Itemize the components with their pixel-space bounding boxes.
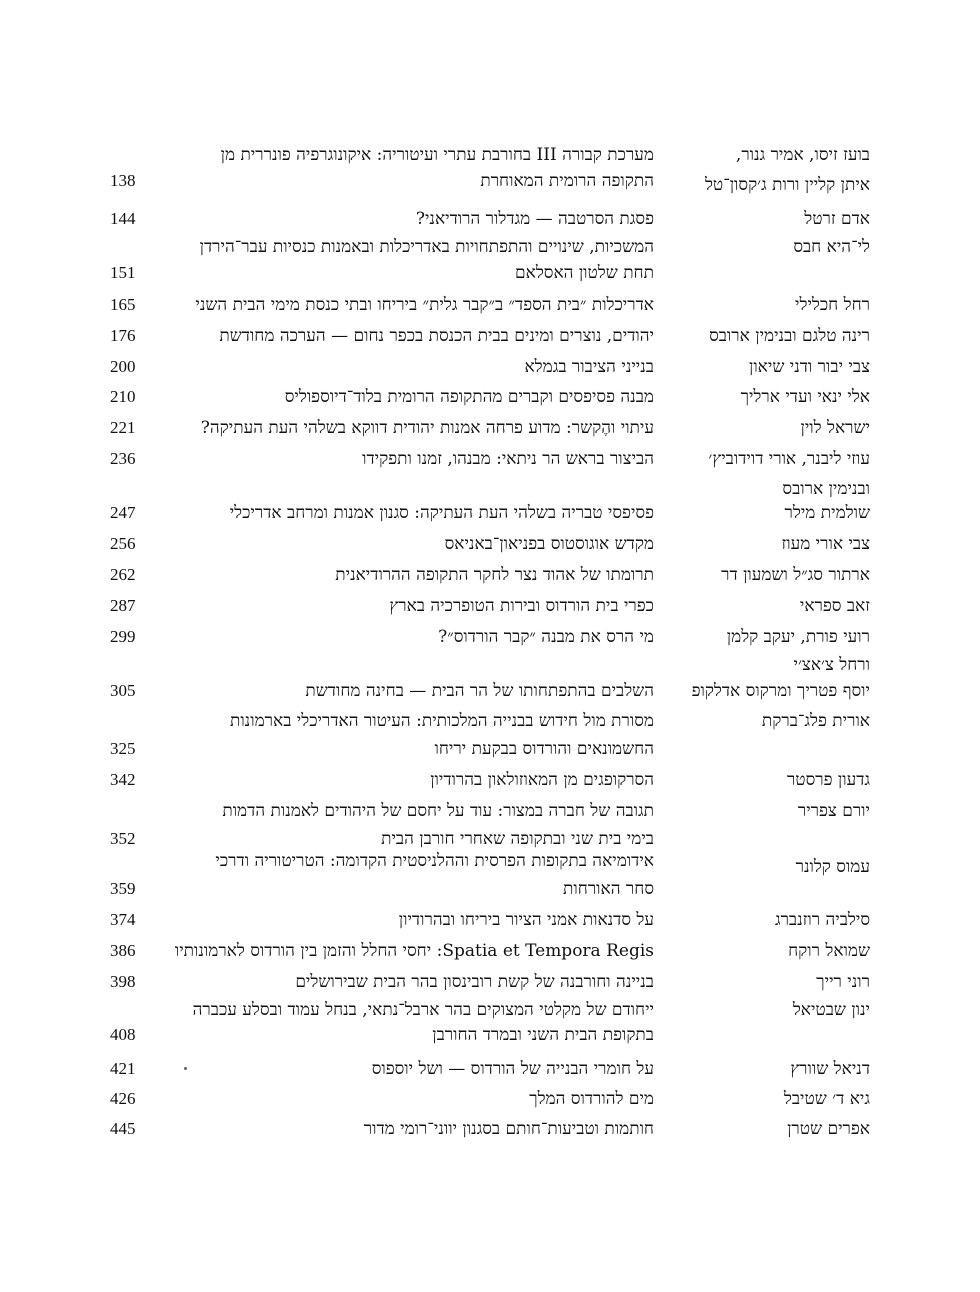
title-line: בניינה וחורבנה של קשת רובינסון בהר הבית שבירושלים <box>295 972 654 992</box>
title-line: פסגת הסרטבה — מגדלור הרודיאני? <box>415 209 654 229</box>
author-line: יורם צפריר <box>797 801 870 821</box>
page-number: 151 <box>110 263 136 282</box>
title-line: אידומיאה בתקופות הפרסית וההלניסטית הקדומה: הטריטוריה ודרכי <box>215 851 654 871</box>
author-line: איתן קליין ורות ג׳קסון־טל <box>704 175 870 195</box>
title-line: כפרי בית הורדוס ובירות הטופרכיה בארץ <box>389 596 654 616</box>
page-number: 256 <box>110 534 136 553</box>
page-number: 386 <box>110 941 136 960</box>
title-line: פסיפסי טבריה בשלהי העת העתיקה: סגנון אמנות ומרחב אדריכלי <box>229 503 654 523</box>
title-line: מי הרס את מבנה ״קבר הורדוס״? <box>438 627 654 647</box>
title-line: השלבים בהתפתחותו של הר הבית — בחינה מחודשת <box>305 681 654 701</box>
page-number: 421 <box>110 1059 136 1078</box>
author-line: גיא ד׳ שטיבל <box>783 1089 870 1109</box>
page-number: 287 <box>110 596 136 615</box>
title-line: הסרקופגים מן המאוזולאון בהרודיון <box>430 770 654 790</box>
page-number: 342 <box>110 770 136 789</box>
author-line: בועז זיסו, אמיר גנור, <box>735 145 870 165</box>
author-line: רינה טלגם ובנימין ארובס <box>709 326 870 346</box>
page-number: 445 <box>110 1119 136 1138</box>
title-line: מערכת קבורה III בחורבת עתרי ועיטוריה: איקונוגרפיה פונררית מן <box>220 145 654 165</box>
title-line: על סדנאות אמני הציור ביריחו ובהרודיון <box>398 910 654 930</box>
author-line: ארתור סג״ל ושמעון דר <box>721 565 870 585</box>
title-line: תחת שלטון האסלאם <box>515 263 654 283</box>
title-line: בנייני הציבור בגמלא <box>524 357 654 377</box>
title-line: תרומתו של אהוד נצר לחקר התקופה ההרודיאנית <box>335 565 654 585</box>
title-line: החשמונאים והורדוס בבקעת יריחו <box>434 739 654 759</box>
title-line: אדריכלות ״בית הספד״ ב״קבר גלית״ ביריחו ובתי כנסת מימי הבית השני <box>195 295 654 315</box>
author-line: אלי ינאי ועדי ארליך <box>740 387 870 407</box>
author-line: רוני רייך <box>816 972 870 992</box>
author-line: ורחל צ׳אצ׳י <box>793 655 870 675</box>
page-number: 236 <box>110 449 136 468</box>
title-line: מסורת מול חידוש בבנייה המלכותית: העיטור האדריכלי בארמונות <box>229 711 654 731</box>
page-number: 138 <box>110 171 136 190</box>
page-number: 426 <box>110 1089 136 1108</box>
title-line: התקופה הרומית המאוחרת <box>480 171 654 191</box>
title-line: סחר האורחות <box>563 879 654 899</box>
author-line: גדעון פרסטר <box>786 770 870 790</box>
title-line: על חומרי הבנייה של הורדוס — ושל יוספוס <box>371 1059 654 1079</box>
page-number: 262 <box>110 565 136 584</box>
page-number: 165 <box>110 295 136 314</box>
page-number: 176 <box>110 326 136 345</box>
title-line: המשכיות, שינויים והתפתחויות באדריכלות ובאמנות כנסיות עבר־הירדן <box>199 237 654 257</box>
title-line: חותמות וטביעות־חותם בסגנון יווני־רומי מדור <box>363 1119 654 1139</box>
author-line: עמוס קלונר <box>795 857 870 877</box>
author-line: סילביה רוזנברג <box>774 910 870 930</box>
author-line: ובנימין ארובס <box>782 479 870 499</box>
page-number: 325 <box>110 739 136 758</box>
author-line: לי־היא חבס <box>793 237 870 257</box>
page-number: 359 <box>110 879 136 898</box>
author-line: צבי אורי מעוז <box>781 534 870 554</box>
author-line: רועי פורת, יעקב קלמן <box>726 627 870 647</box>
author-line: ינון שבטיאל <box>792 1000 870 1020</box>
title-line: בתקופת הבית השני ובמרד החורבן <box>432 1025 654 1045</box>
author-line: זאב ספראי <box>799 596 870 616</box>
page-number: 200 <box>110 357 136 376</box>
title-line: הביצור בראש הר ניתאי: מבנהו, זמנו ותפקידו <box>362 449 654 469</box>
title-line: עיתוי והֶקשר: מדוע פרחה אמנות יהודית דווקא בשלהי העת העתיקה? <box>200 418 654 438</box>
title-line: בימי בית שני ובתקופה שאחרי חורבן הבית <box>381 829 654 849</box>
author-line: עוזי ליבנר, אורי דוידוביץ׳ <box>708 449 870 469</box>
page-number: 398 <box>110 972 136 991</box>
author-line: שמואל רוקח <box>788 941 870 961</box>
page-number: 305 <box>110 681 136 700</box>
page-number: 352 <box>110 829 136 848</box>
title-line: יהודים, נוצרים ומינים בבית הכנסת בכפר נחום — הערכה מחודשת <box>219 326 654 346</box>
page-number: 221 <box>110 418 136 437</box>
author-line: אפרים שטרן <box>787 1119 870 1139</box>
author-line: דניאל שוורץ <box>790 1059 870 1079</box>
title-line: מבנה פסיפסים וקברים מהתקופה הרומית בלוד־דיוספוליס <box>284 387 654 407</box>
author-line: אדם זרטל <box>804 209 870 229</box>
title-line: מים להורדוס המלך <box>529 1089 654 1109</box>
author-line: שולמית מילר <box>784 503 870 523</box>
author-line: יוסף פטריך ומרקוס אדלקופ <box>691 681 870 701</box>
title-line: מקדש אוגוסטוס בפניאון־באניאס <box>444 534 654 554</box>
page-number: 374 <box>110 910 136 929</box>
page-number: 299 <box>110 627 136 646</box>
author-line: אורית פלג־ברקת <box>761 711 870 731</box>
page-number: 408 <box>110 1025 136 1044</box>
page-number: 210 <box>110 387 136 406</box>
author-line: רחל חכלילי <box>795 295 870 315</box>
title-line: ייחודם של מקלטי המצוקים בהר ארבל־נתאי, בנחל עמוד ובסלע עכברה <box>192 1000 654 1020</box>
scan-speck <box>184 1067 187 1070</box>
author-line: ישראל לוין <box>800 418 870 438</box>
page-number: 247 <box>110 503 136 522</box>
page-number: 144 <box>110 209 136 228</box>
author-line: צבי יבור ודני שיאון <box>748 357 870 377</box>
title-line: תגובה של חברה במצור: עוד על יחסם של היהודים לאמנות הדמות <box>222 801 654 821</box>
title-line: Spatia et Tempora Regis: יחסי החלל והזמן בין הורדוס לארמונותיו <box>174 941 654 961</box>
